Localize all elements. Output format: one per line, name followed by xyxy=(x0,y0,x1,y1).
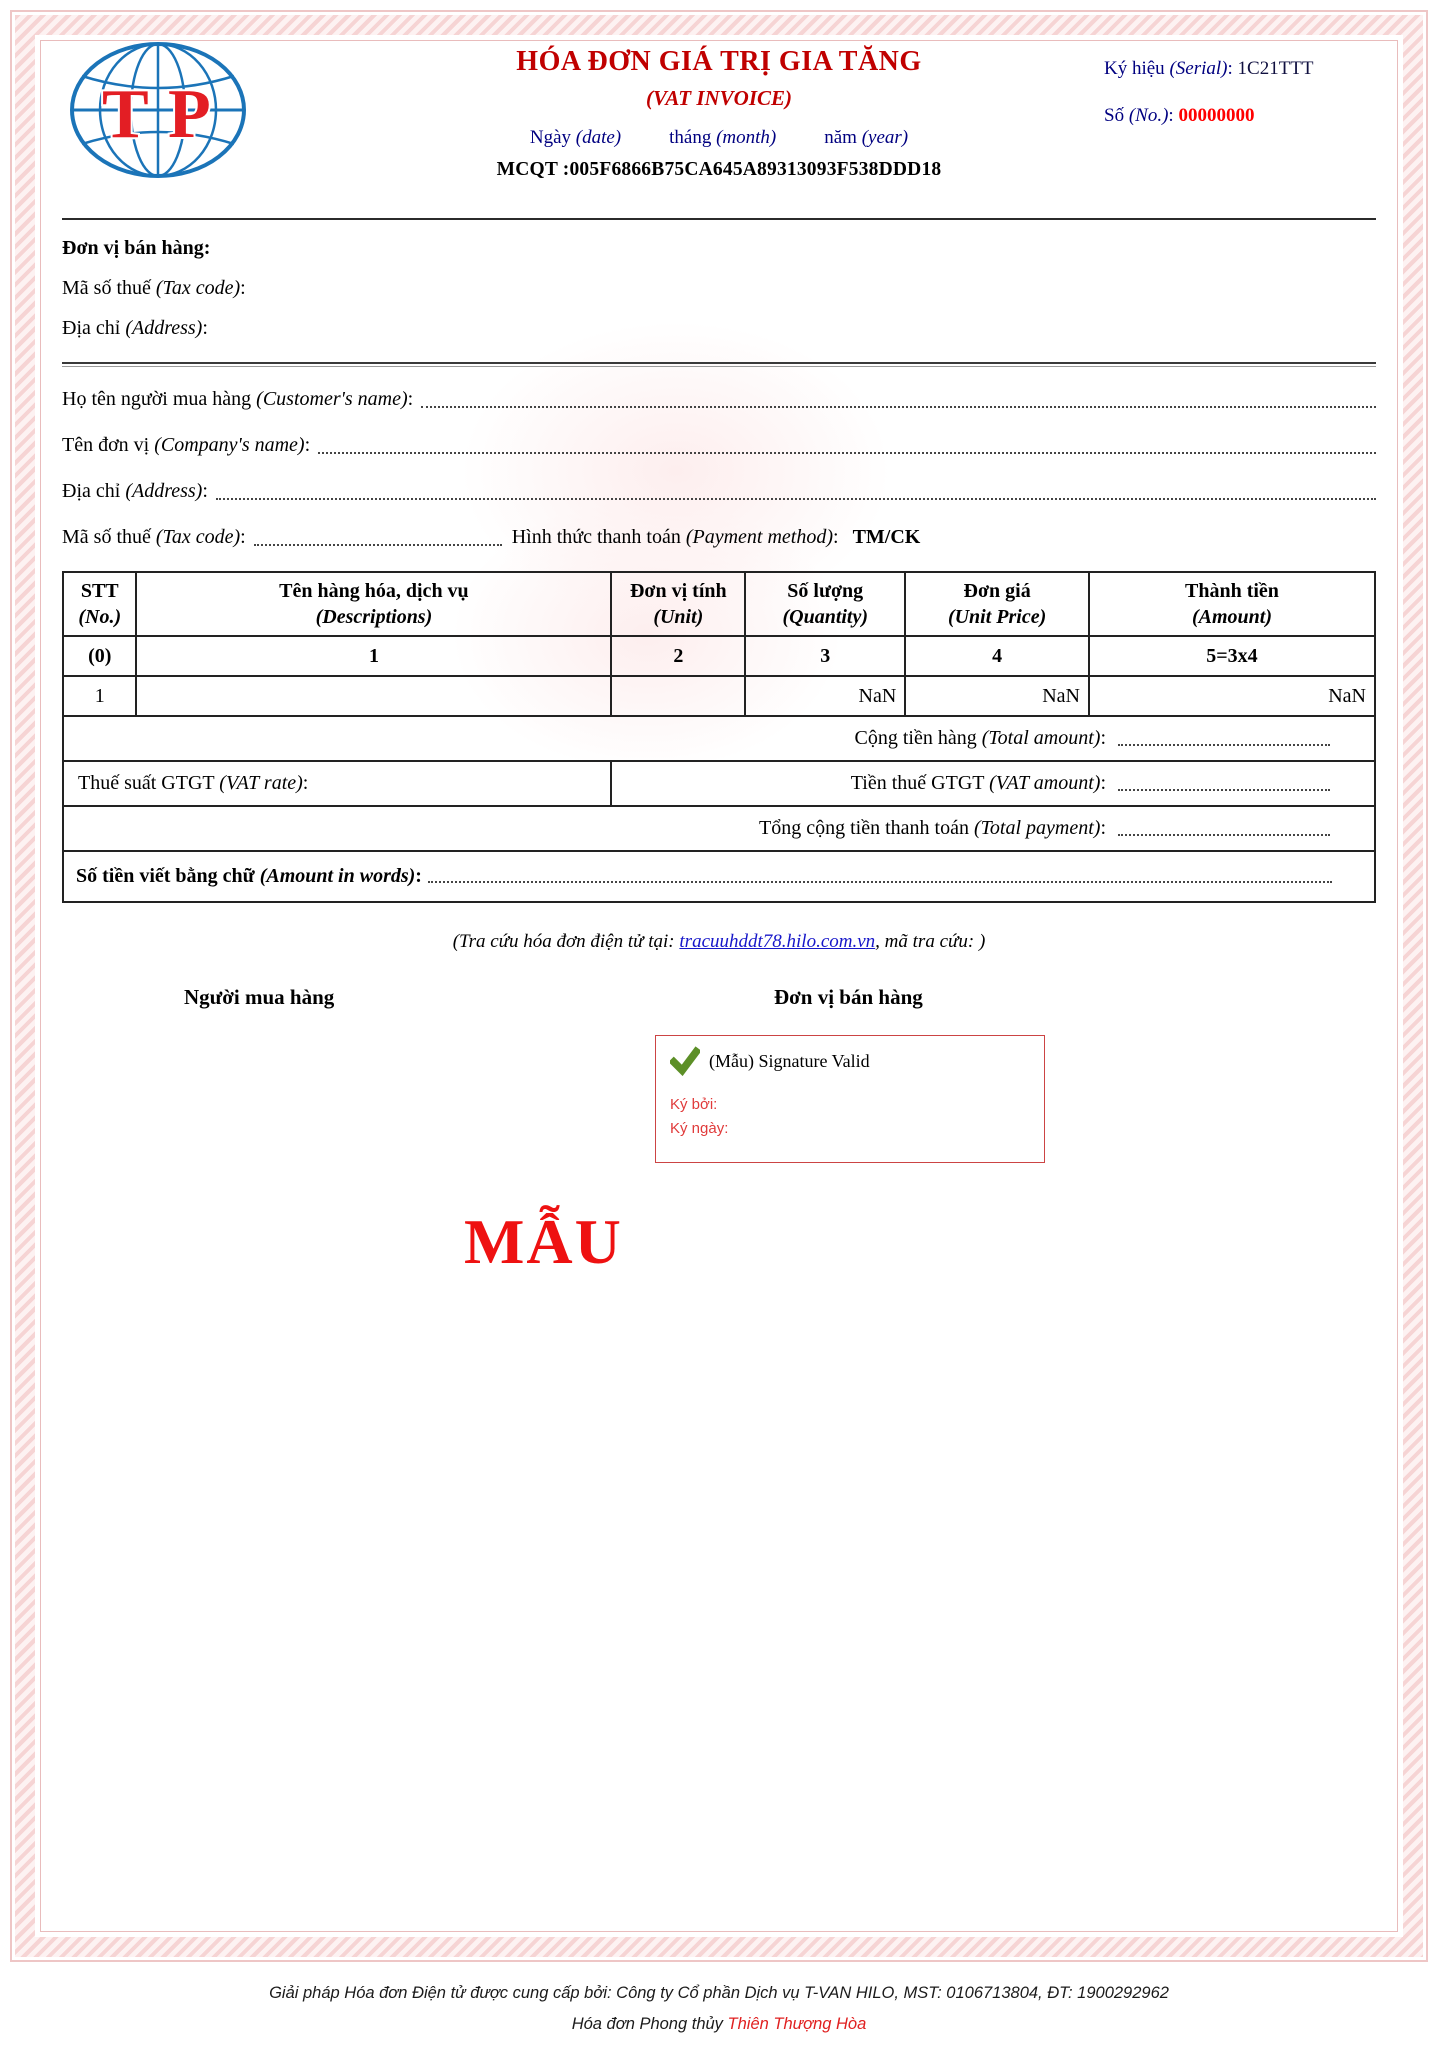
seller-tax-label: Mã số thuế xyxy=(62,277,151,299)
buyer-company-dotted-line xyxy=(318,452,1376,454)
vat-amount-label-wrap xyxy=(851,772,1106,795)
number-colon: : xyxy=(1168,105,1174,126)
signed-date-label: Ký ngày: xyxy=(670,1120,729,1137)
lookup-prefix: (Tra cứu hóa đơn điện tử tại: xyxy=(452,931,680,952)
sample-watermark: MẪU xyxy=(464,1206,623,1277)
serial-label-en: (Serial) xyxy=(1169,58,1228,79)
buyer-tax-label-en: (Tax code) xyxy=(155,526,241,548)
invoice-number-line xyxy=(1104,105,1376,127)
vat-rate-cell xyxy=(63,761,611,806)
brand-line xyxy=(0,2015,1438,2034)
payment-method-label-en: (Payment method) xyxy=(685,526,834,548)
amount-in-words-row xyxy=(63,851,1375,902)
col-header-unit-price-vi: Đơn giá xyxy=(963,580,1031,602)
col-header-description-vi: Tên hàng hóa, dịch vụ xyxy=(279,580,469,602)
signature-valid-line xyxy=(670,1046,1030,1076)
index-cell-5: 5=3x4 xyxy=(1089,636,1375,676)
buyer-address-line xyxy=(62,478,1376,505)
index-cell-0: (0) xyxy=(63,636,136,676)
col-header-unit-vi: Đơn vị tính xyxy=(629,580,727,602)
lookup-suffix: , mã tra cứu: ) xyxy=(875,931,986,952)
col-header-amount xyxy=(1089,572,1375,636)
buyer-address-label-en: (Address) xyxy=(125,480,203,502)
signature-valid-text: (Mẫu) Signature Valid xyxy=(709,1050,870,1071)
brand-prefix: Hóa đơn Phong thủy xyxy=(571,2015,728,2033)
buyer-company-label-wrap xyxy=(62,432,310,459)
buyer-tax-payment-line xyxy=(62,524,1376,551)
provider-info: Giải pháp Hóa đơn Điện tử được cung cấp bởi: Công ty Cổ phần Dịch vụ T-VAN HILO, MST: 0106713804, ĐT: 1900292962 xyxy=(269,1984,1169,2002)
total-payment-colon: : xyxy=(1100,817,1106,839)
total-payment-label: Tổng cộng tiền thanh toán xyxy=(759,817,969,839)
seller-tax-label-en: (Tax code) xyxy=(155,277,241,299)
row-description xyxy=(136,676,611,716)
col-header-stt-vi: STT xyxy=(80,580,119,602)
vat-rate-label: Thuế suất GTGT xyxy=(78,772,215,794)
row-quantity: NaN xyxy=(745,676,905,716)
buyer-signature-label: Người mua hàng xyxy=(184,985,335,1009)
total-payment-row xyxy=(63,806,1375,851)
total-amount-label-wrap xyxy=(854,727,1106,750)
total-payment-label-en: (Total payment) xyxy=(973,817,1101,839)
date-month xyxy=(669,127,776,149)
col-header-unit-price xyxy=(905,572,1089,636)
total-amount-label-en: (Total amount) xyxy=(981,727,1101,749)
date-year-label: năm xyxy=(824,127,857,148)
col-header-description xyxy=(136,572,611,636)
seller-address-line xyxy=(62,317,1376,340)
seller-address-label-en: (Address) xyxy=(125,317,203,339)
total-amount-row xyxy=(63,716,1375,761)
buyer-tax-colon: : xyxy=(240,526,246,548)
index-cell-2: 2 xyxy=(611,636,745,676)
buyer-name-label-wrap xyxy=(62,386,413,413)
amount-in-words-colon: : xyxy=(415,865,422,887)
header-divider xyxy=(62,218,1376,220)
page-footer xyxy=(0,1984,1438,2034)
row-unit xyxy=(611,676,745,716)
vat-rate-colon: : xyxy=(302,772,309,794)
row-stt: 1 xyxy=(63,676,136,716)
invoice-meta xyxy=(1104,58,1376,127)
buyer-tax-label: Mã số thuế xyxy=(62,526,151,548)
amount-in-words-label-en: (Amount in words) xyxy=(259,865,416,887)
mcqt-code: MCQT :005F6866B75CA645A89313093F538DDD18 xyxy=(496,159,942,180)
invoice-date-line xyxy=(62,127,1376,149)
seller-unit-label: Đơn vị bán hàng: xyxy=(62,237,211,259)
vat-amount-label-en: (VAT amount) xyxy=(989,772,1101,794)
lookup-line xyxy=(62,931,1376,953)
vat-rate-label-en: (VAT rate) xyxy=(219,772,303,794)
buyer-name-line xyxy=(62,386,1376,413)
date-day xyxy=(530,127,621,149)
index-cell-4: 4 xyxy=(905,636,1089,676)
total-payment-label-wrap xyxy=(759,817,1106,840)
buyer-name-label-en: (Customer's name) xyxy=(256,388,408,410)
section-divider xyxy=(62,362,1376,367)
col-header-quantity-vi: Số lượng xyxy=(787,580,864,602)
date-year-label-en: (year) xyxy=(861,127,909,148)
serial-value: 1C21TTT xyxy=(1237,58,1314,79)
company-logo xyxy=(66,38,251,191)
amount-in-words-dotted-line xyxy=(428,881,1332,883)
buyer-company-label-en: (Company's name) xyxy=(154,434,305,456)
index-cell-3: 3 xyxy=(745,636,905,676)
sample-watermark-wrap xyxy=(62,1205,1376,1279)
date-month-label: tháng xyxy=(669,127,712,148)
buyer-name-colon: : xyxy=(407,388,414,410)
invoice-title: HÓA ĐƠN GIÁ TRỊ GIA TĂNG xyxy=(516,46,922,77)
vat-amount-colon: : xyxy=(1100,772,1106,794)
buyer-address-colon: : xyxy=(202,480,208,502)
row-amount: NaN xyxy=(1089,676,1375,716)
logo-letter-p: P xyxy=(168,76,211,153)
checkmark-icon xyxy=(670,1046,700,1076)
column-index-row xyxy=(63,636,1375,676)
seller-tax-colon: : xyxy=(240,277,246,299)
vat-amount-label: Tiền thuế GTGT xyxy=(850,772,985,794)
col-header-amount-en: (Amount) xyxy=(1191,606,1272,628)
signature-stamp-box xyxy=(655,1035,1045,1163)
serial-line xyxy=(1104,58,1376,80)
buyer-tax-label-wrap xyxy=(62,524,246,551)
row-unit-price: NaN xyxy=(905,676,1089,716)
number-label: Số xyxy=(1104,105,1125,126)
buyer-tax-dotted-line xyxy=(254,544,502,546)
buyer-address-label-wrap xyxy=(62,478,208,505)
date-month-label-en: (month) xyxy=(716,127,777,148)
total-amount-dotted-line xyxy=(1118,744,1330,746)
col-header-amount-vi: Thành tiền xyxy=(1185,580,1279,602)
vat-amount-cell xyxy=(611,761,1375,806)
col-header-description-en: (Descriptions) xyxy=(315,606,433,628)
total-amount-colon: : xyxy=(1100,727,1106,749)
invoice-body xyxy=(62,36,1376,1279)
globe-icon xyxy=(66,38,251,186)
col-header-unit-price-en: (Unit Price) xyxy=(947,606,1047,628)
buyer-company-label: Tên đơn vị xyxy=(62,434,150,456)
date-year xyxy=(824,127,908,149)
logo-letter-t: T xyxy=(102,76,149,153)
serial-label: Ký hiệu xyxy=(1104,58,1165,79)
col-header-stt-en: (No.) xyxy=(78,606,122,628)
seller-section xyxy=(62,237,1376,340)
payment-method-label: Hình thức thanh toán xyxy=(511,526,681,548)
buyer-address-label: Địa chỉ xyxy=(62,480,121,502)
total-amount-cell xyxy=(63,716,1375,761)
seller-tax-line xyxy=(62,277,1376,300)
buyer-company-colon: : xyxy=(304,434,311,456)
serial-colon: : xyxy=(1227,58,1233,79)
payment-method-colon: : xyxy=(833,526,839,548)
invoice-header xyxy=(62,36,1376,214)
amount-in-words-label: Số tiền viết bằng chữ xyxy=(76,865,255,887)
lookup-link[interactable]: tracuuhddt78.hilo.com.vn xyxy=(679,931,876,952)
col-header-quantity-en: (Quantity) xyxy=(782,606,869,628)
buyer-company-line xyxy=(62,432,1376,459)
brand-name: Thiên Thượng Hòa xyxy=(727,2015,867,2033)
amount-in-words-cell xyxy=(63,851,1375,902)
buyer-name-label: Họ tên người mua hàng xyxy=(62,388,252,410)
col-header-unit xyxy=(611,572,745,636)
total-amount-label: Cộng tiền hàng xyxy=(854,727,977,749)
date-day-label: Ngày xyxy=(529,127,571,148)
col-header-unit-en: (Unit) xyxy=(653,606,704,628)
invoice-number-value: 00000000 xyxy=(1178,105,1255,126)
payment-method-label-wrap xyxy=(512,524,839,551)
buyer-section xyxy=(62,386,1376,551)
payment-method-value: TM/CK xyxy=(852,526,921,548)
buyer-name-dotted-line xyxy=(421,406,1376,408)
signature-labels-row xyxy=(62,985,1376,1019)
table-row xyxy=(63,676,1375,716)
seller-address-label: Địa chỉ xyxy=(62,317,121,339)
total-payment-cell xyxy=(63,806,1375,851)
amount-in-words-label-wrap xyxy=(76,865,422,888)
items-table xyxy=(62,571,1376,903)
col-header-stt xyxy=(63,572,136,636)
date-day-label-en: (date) xyxy=(575,127,622,148)
vat-row xyxy=(63,761,1375,806)
index-cell-1: 1 xyxy=(136,636,611,676)
col-header-quantity xyxy=(745,572,905,636)
number-label-en: (No.) xyxy=(1128,105,1169,126)
signed-by-label: Ký bởi: xyxy=(670,1096,718,1113)
vat-amount-dotted-line xyxy=(1118,789,1330,791)
seller-signature-label: Đơn vị bán hàng xyxy=(774,985,923,1009)
table-header-row xyxy=(63,572,1375,636)
invoice-subtitle: (VAT INVOICE) xyxy=(645,86,793,110)
buyer-address-dotted-line xyxy=(216,498,1376,500)
total-payment-dotted-line xyxy=(1118,834,1330,836)
seller-address-colon: : xyxy=(202,317,208,339)
